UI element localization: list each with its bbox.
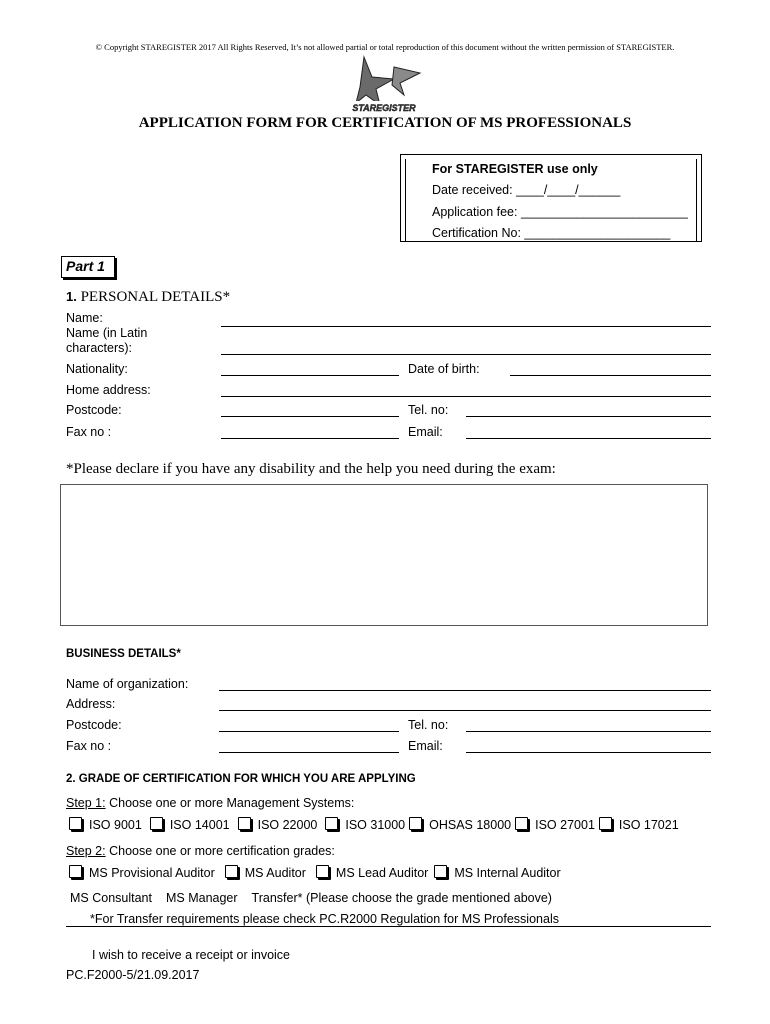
personal-details-heading: 1. PERSONAL DETAILS* — [66, 289, 231, 305]
grades-row-2 — [66, 891, 552, 905]
disability-prompt: *Please declare if you have any disability and the help you need during the exam: — [66, 461, 556, 477]
postcode-input[interactable] — [221, 416, 399, 417]
business-tel-label: Tel. no: — [408, 718, 449, 732]
footer-code: PC.F2000-5/21.09.2017 — [66, 968, 200, 982]
svg-text:STAREGISTER: STAREGISTER — [352, 103, 416, 113]
organization-label: Name of organization: — [66, 677, 189, 691]
organization-input[interactable] — [219, 690, 711, 691]
name-latin-input[interactable] — [221, 354, 711, 355]
step1-instruction: Step 1: Choose one or more Management Systems: — [66, 796, 355, 810]
business-address-input[interactable] — [219, 710, 711, 711]
business-email-input[interactable] — [466, 752, 711, 753]
grade-option[interactable]: Transfer* (Please choose the grade mentioned above) — [251, 891, 552, 905]
date-of-birth-input[interactable] — [510, 375, 711, 376]
tel-input[interactable] — [466, 416, 711, 417]
grade-option[interactable]: MS Lead Auditor — [316, 866, 428, 880]
system-option[interactable]: ISO 22000 — [238, 818, 318, 832]
grade-option[interactable]: MS Provisional Auditor — [69, 866, 215, 880]
certification-no-field[interactable]: Certification No: _____________________ — [432, 226, 671, 240]
name-label: Name: — [66, 311, 103, 325]
name-latin-label-2: characters): — [66, 341, 132, 355]
business-postcode-input[interactable] — [219, 731, 399, 732]
checkbox-icon[interactable] — [409, 817, 422, 830]
receipt-option[interactable]: I wish to receive a receipt or invoice — [92, 948, 291, 962]
fax-input[interactable] — [221, 438, 399, 439]
name-input[interactable] — [221, 326, 711, 327]
checkbox-icon[interactable] — [599, 817, 612, 830]
transfer-note: *For Transfer requirements please check PC.R2000 Regulation for MS Professionals — [90, 912, 559, 926]
system-option[interactable]: ISO 17021 — [599, 818, 679, 832]
postcode-label: Postcode: — [66, 403, 122, 417]
date-of-birth-label: Date of birth: — [408, 362, 480, 376]
home-address-label: Home address: — [66, 383, 151, 397]
nationality-input[interactable] — [221, 375, 399, 376]
star-icon — [356, 57, 394, 105]
system-option[interactable]: ISO 27001 — [515, 818, 595, 832]
business-address-label: Address: — [66, 697, 116, 711]
business-email-label: Email: — [408, 739, 443, 753]
checkbox-icon[interactable] — [69, 865, 82, 878]
email-label: Email: — [408, 425, 443, 439]
checkbox-icon[interactable] — [69, 817, 82, 830]
office-use-box — [400, 154, 702, 242]
grade-option[interactable]: MS Internal Auditor — [434, 866, 560, 880]
nationality-label: Nationality: — [66, 362, 128, 376]
grade-option[interactable]: MS Manager — [165, 891, 238, 905]
fax-label: Fax no : — [66, 425, 112, 439]
checkbox-icon[interactable] — [316, 865, 329, 878]
business-tel-input[interactable] — [466, 731, 711, 732]
divider — [66, 926, 711, 927]
checkbox-icon[interactable] — [515, 817, 528, 830]
grades-row — [69, 866, 561, 880]
system-option[interactable]: ISO 14001 — [150, 818, 230, 832]
system-option[interactable]: ISO 31000 — [325, 818, 405, 832]
step2-instruction: Step 2: Choose one or more certification grades: — [66, 844, 335, 858]
systems-row — [69, 818, 679, 832]
checkbox-icon[interactable] — [325, 817, 338, 830]
business-details-heading: BUSINESS DETAILS* — [66, 648, 181, 660]
business-fax-label: Fax no : — [66, 739, 112, 753]
tel-label: Tel. no: — [408, 403, 449, 417]
checkbox-icon[interactable] — [225, 865, 238, 878]
grade-option[interactable]: MS Auditor — [225, 866, 306, 880]
home-address-input[interactable] — [221, 396, 711, 397]
system-option[interactable]: ISO 9001 — [69, 818, 142, 832]
checkbox-icon[interactable] — [238, 817, 251, 830]
email-input[interactable] — [466, 438, 711, 439]
checkbox-icon[interactable] — [434, 865, 447, 878]
system-option[interactable]: OHSAS 18000 — [409, 818, 511, 832]
business-fax-input[interactable] — [219, 752, 399, 753]
form-title: APPLICATION FORM FOR CERTIFICATION OF MS PROFESSIONALS — [138, 115, 632, 131]
office-use-heading: For STAREGISTER use only — [432, 162, 598, 176]
part-label: Part 1 — [61, 256, 115, 278]
disability-textarea[interactable] — [60, 484, 708, 626]
grade-option[interactable]: MS Consultant — [70, 891, 152, 905]
copyright-notice: © Copyright STAREGISTER 2017 All Rights Reserved, It’s not allowed partial or total reproduction of this document without the written permission of STAREGISTER. — [95, 42, 675, 52]
name-latin-label: Name (in Latin — [66, 326, 148, 340]
grade-heading: 2. GRADE OF CERTIFICATION FOR WHICH YOU ARE APPLYING — [66, 773, 416, 785]
application-fee-field[interactable]: Application fee: ________________________ — [432, 205, 688, 219]
staregister-logo — [350, 55, 422, 117]
business-postcode-label: Postcode: — [66, 718, 122, 732]
checkbox-icon[interactable] — [150, 817, 163, 830]
date-received-field[interactable]: Date received: ____/____/______ — [432, 183, 621, 197]
